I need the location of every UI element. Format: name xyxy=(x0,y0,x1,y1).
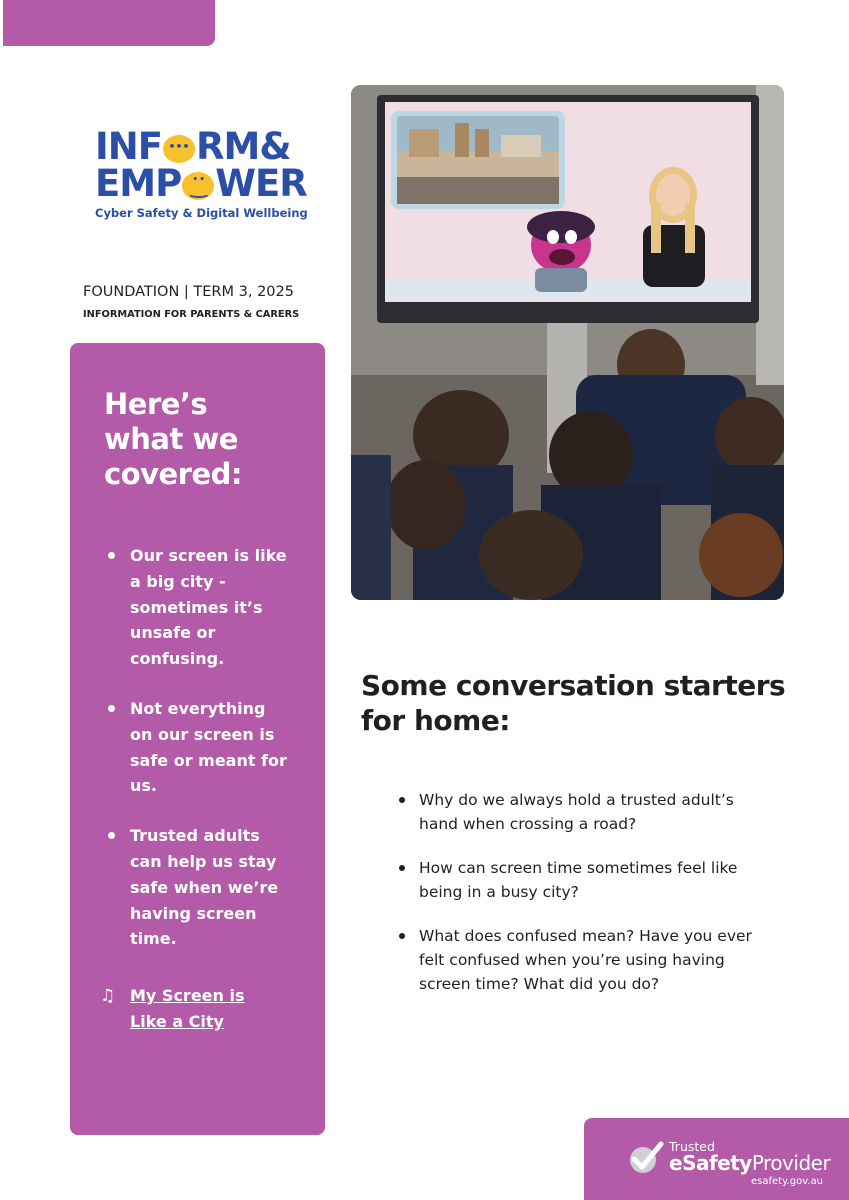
logo-text-emp: EMP xyxy=(95,162,182,205)
logo-text-rm: RM xyxy=(196,125,260,168)
checkmark-icon xyxy=(628,1140,664,1176)
top-accent-tab xyxy=(3,0,215,46)
conversation-item: Why do we always hold a trusted adult’s hand when crossing a road? xyxy=(399,788,759,836)
badge-trusted-label: Trusted xyxy=(669,1139,715,1154)
covered-item: Our screen is like a big city - sometimes it’s unsafe or confusing. xyxy=(108,543,288,672)
speech-bubble-icon xyxy=(163,135,195,163)
badge-provider-label xyxy=(669,1151,830,1175)
logo-text-amp: & xyxy=(259,125,291,168)
song-link[interactable]: My Screen is Like a City xyxy=(130,986,245,1031)
logo-line-1 xyxy=(95,125,307,168)
covered-panel xyxy=(70,343,325,1135)
covered-item: Trusted adults can help us stay safe when we’re having screen time. xyxy=(108,823,288,952)
conversation-item: What does confused mean? Have you ever felt confused when you’re using having screen time? What did you do? xyxy=(399,924,759,996)
trusted-esafety-provider-badge xyxy=(584,1118,849,1200)
classroom-photo xyxy=(351,85,784,600)
badge-esafety-text: eSafety xyxy=(669,1151,752,1175)
music-note-icon: ♫ xyxy=(100,986,116,1006)
covered-list xyxy=(108,543,288,976)
logo-line-2 xyxy=(95,162,307,205)
smiley-face-icon xyxy=(182,172,214,200)
audience-label: INFORMATION FOR PARENTS & CARERS xyxy=(83,309,300,320)
logo-text-inf: INF xyxy=(95,125,163,168)
badge-provider-text: Provider xyxy=(751,1151,831,1175)
covered-item: Not everything on our screen is safe or meant for us. xyxy=(108,696,288,799)
song-link-row xyxy=(100,983,300,1035)
conversation-heading: Some conversation starters for home: xyxy=(361,669,786,737)
inform-empower-logo xyxy=(95,125,308,220)
badge-url: esafety.gov.au xyxy=(751,1176,824,1187)
logo-subtitle: Cyber Safety & Digital Wellbeing xyxy=(95,206,308,220)
term-label: FOUNDATION | TERM 3, 2025 xyxy=(83,284,294,300)
covered-heading: Here’s what we covered: xyxy=(104,387,243,491)
conversation-list xyxy=(399,788,759,1016)
classroom-illustration xyxy=(351,85,784,600)
logo-text-wer: WER xyxy=(215,162,307,205)
conversation-item: How can screen time sometimes feel like being in a busy city? xyxy=(399,856,759,904)
